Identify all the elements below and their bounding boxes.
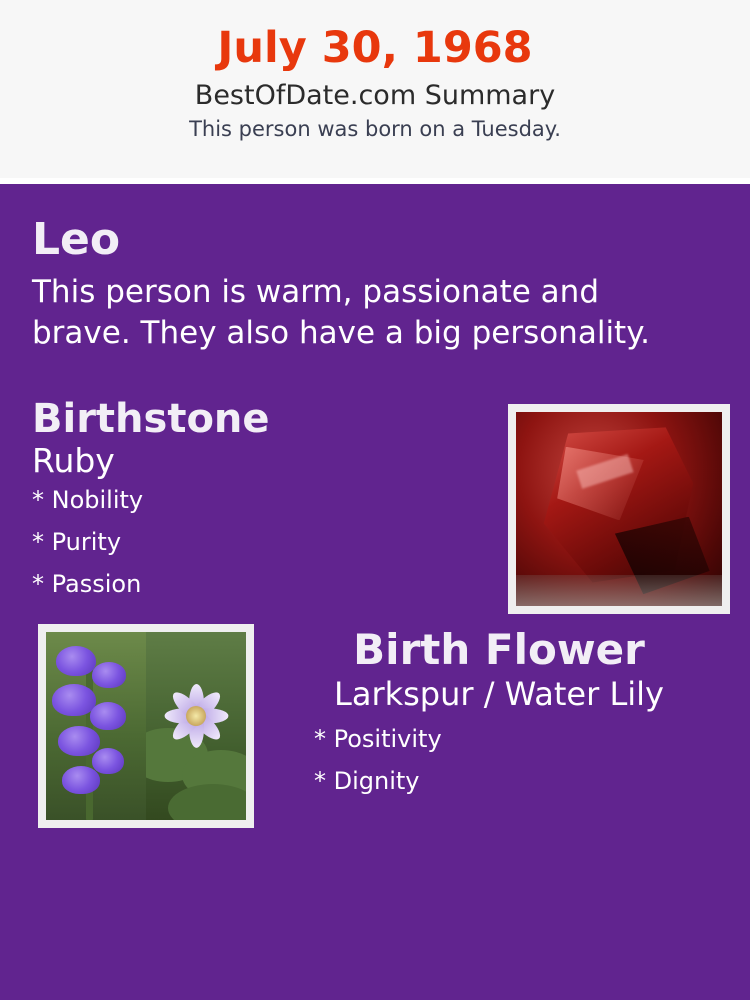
water-lily-image bbox=[146, 632, 246, 820]
page-title-date: July 30, 1968 bbox=[217, 23, 533, 73]
zodiac-sign-title: Leo bbox=[32, 214, 121, 265]
zodiac-description: This person is warm, passionate and brave. They also have a big personality. bbox=[32, 274, 650, 351]
birthstone-name: Ruby bbox=[32, 440, 115, 480]
larkspur-bloom-icon bbox=[58, 726, 100, 756]
site-name: BestOfDate.com Summary bbox=[194, 80, 556, 112]
birth-flower-trait: * Positivity bbox=[314, 724, 442, 753]
birth-flower-trait: * Dignity bbox=[314, 766, 420, 795]
birthstone-trait: * Purity bbox=[32, 527, 122, 556]
summary-panel bbox=[0, 184, 750, 1000]
ruby-image bbox=[516, 412, 722, 606]
larkspur-bloom-icon bbox=[92, 662, 126, 688]
lily-pad-icon bbox=[168, 784, 246, 820]
larkspur-bloom-icon bbox=[56, 646, 96, 676]
ruby-base-icon bbox=[516, 575, 722, 606]
birth-day-of-week: This person was born on a Tuesday. bbox=[189, 116, 561, 141]
birth-flower-name: Larkspur / Water Lily bbox=[334, 674, 664, 713]
birthstone-section bbox=[32, 395, 718, 598]
flower-image bbox=[46, 632, 246, 820]
birthstone-photo bbox=[508, 404, 730, 614]
larkspur-bloom-icon bbox=[90, 702, 126, 730]
water-lily-bloom-icon bbox=[158, 678, 234, 754]
birthstone-heading: Birthstone bbox=[32, 395, 270, 442]
birthstone-trait: * Nobility bbox=[32, 485, 144, 514]
birth-flower-text bbox=[280, 624, 718, 793]
larkspur-bloom-icon bbox=[62, 766, 100, 794]
larkspur-bloom-icon bbox=[52, 684, 96, 716]
birth-flower-photo bbox=[38, 624, 254, 828]
birth-flower-heading: Birth Flower bbox=[353, 624, 645, 674]
birthstone-trait: * Passion bbox=[32, 569, 142, 598]
birth-flower-section bbox=[32, 624, 718, 834]
larkspur-bloom-icon bbox=[92, 748, 124, 774]
larkspur-image bbox=[46, 632, 146, 820]
page-header bbox=[0, 0, 750, 178]
